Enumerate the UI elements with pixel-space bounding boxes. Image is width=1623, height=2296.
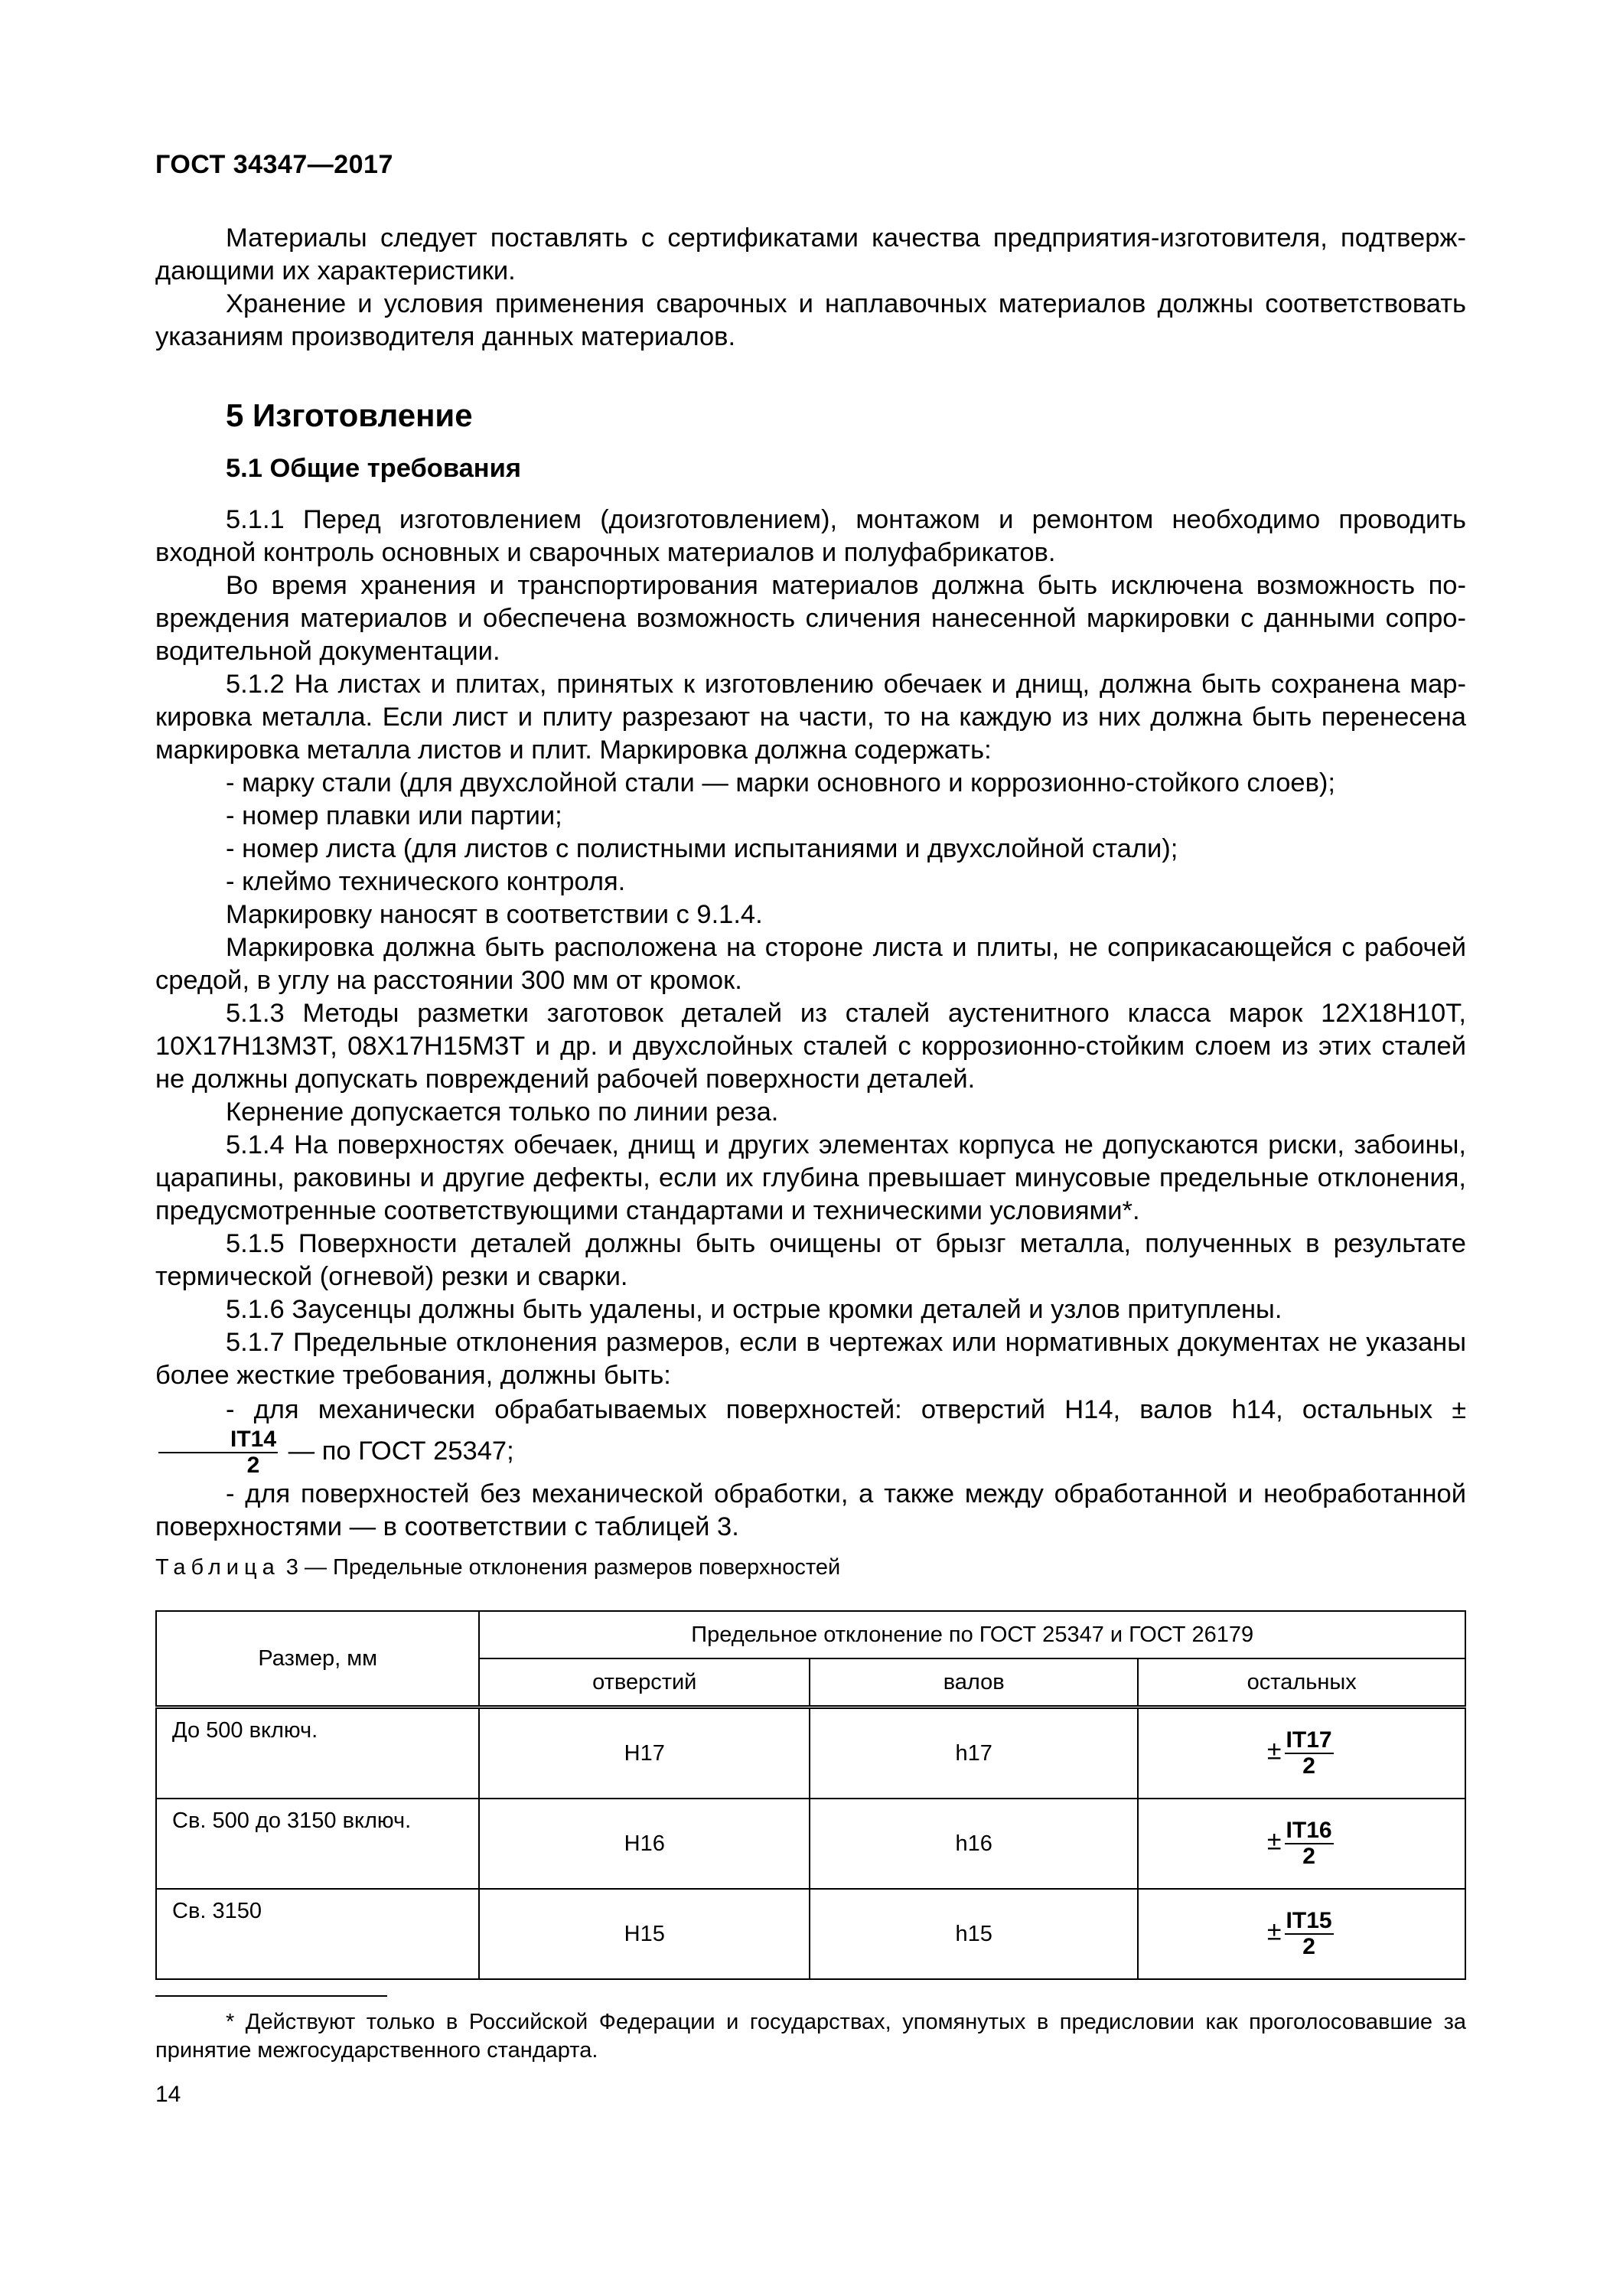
paragraph: 5.1.3 Методы разметки заготовок деталей из сталей аустенитного класса марок 12Х18Н10Т, 10Х17Н13М3Т, 08Х17Н15М3Т и др. и двухслойных сталей с коррозионно-стойким слоем из этих сталей не должны допускать повреждений рабочей поверхности деталей. xyxy=(155,999,1466,1094)
list-item: - клеймо технического контроля. xyxy=(226,867,626,896)
list-item: - номер плавки или партии; xyxy=(226,801,562,830)
cell-shafts: h16 xyxy=(810,1799,1138,1889)
fraction-numerator: IT14 xyxy=(158,1427,278,1453)
cell-other xyxy=(1138,1889,1465,1979)
fraction-denominator: 2 xyxy=(246,1453,260,1478)
paragraph: Во время хранения и транспортирования материалов должна быть исключена возможность повреждения материалов и обеспечена возможность сличения нанесенной маркировки с данными сопроводительной документации. xyxy=(155,571,1466,666)
list-item: - марку стали (для двухслойной стали — марки основного и коррозионно-стойкого слоев); xyxy=(226,768,1335,797)
paragraph: Маркировка должна быть расположена на стороне листа и плиты, не соприкасающейся с рабочей средой, в углу на расстоянии 300 мм от кромок. xyxy=(155,933,1466,995)
tolerance-table xyxy=(155,1610,1466,1980)
fraction xyxy=(1285,1909,1334,1959)
plus-minus-sign: ± xyxy=(1266,1736,1282,1766)
paragraph: 5.1.7 Предельные отклонения размеров, если в чертежах или нормативных документах не указаны более жесткие требования, должны быть: xyxy=(155,1328,1466,1390)
fraction-denominator: 2 xyxy=(1302,1934,1315,1959)
cell-holes: H17 xyxy=(479,1707,810,1799)
cell-size: До 500 включ. xyxy=(156,1707,479,1799)
fraction xyxy=(158,1427,278,1478)
cell-size: Св. 500 до 3150 включ. xyxy=(156,1799,479,1889)
subsection-heading: 5.1 Общие требования xyxy=(226,454,521,483)
text-span: — по ГОСТ 25347; xyxy=(288,1437,514,1466)
table-caption xyxy=(155,1555,840,1580)
header-holes: отверстий xyxy=(479,1658,810,1707)
table-row xyxy=(156,1799,1465,1889)
plus-minus-sign: ± xyxy=(1266,1826,1282,1856)
text-span: - для механически обрабатываемых поверхностей: отверстий Н14, валов h14, остальных xyxy=(226,1395,1433,1424)
cell-holes: H15 xyxy=(479,1889,810,1979)
table-row xyxy=(156,1707,1465,1799)
section-heading: 5 Изготовление xyxy=(226,397,473,433)
paragraph: 5.1.1 Перед изготовлением (доизготовлением), монтажом и ремонтом необходимо проводить входной контроль основных и сварочных материалов и полуфабрикатов. xyxy=(155,505,1466,567)
fraction xyxy=(1285,1728,1334,1779)
page-number: 14 xyxy=(155,2082,181,2107)
fraction-numerator: IT17 xyxy=(1286,1727,1332,1753)
cell-shafts: h15 xyxy=(810,1889,1138,1979)
list-item: - номер листа (для листов с полистными испытаниями и двухслойной стали); xyxy=(226,834,1178,863)
cell-shafts: h17 xyxy=(810,1707,1138,1799)
plus-minus-sign: ± xyxy=(1452,1395,1466,1424)
paragraph: Хранение и условия применения сварочных и наплавочных материалов должны соответствовать указаниям производителя данных материалов. xyxy=(155,289,1466,351)
table-row xyxy=(156,1889,1465,1979)
header-shafts: валов xyxy=(810,1658,1138,1707)
header-size: Размер, мм xyxy=(156,1611,479,1707)
fraction xyxy=(1285,1818,1334,1869)
plus-minus-sign: ± xyxy=(1266,1916,1282,1946)
table-caption-text: 3 — Предельные отклонения размеров поверхностей xyxy=(285,1555,841,1580)
fraction-numerator: IT15 xyxy=(1286,1908,1332,1933)
header-other: остальных xyxy=(1138,1658,1465,1707)
fraction-denominator: 2 xyxy=(1302,1844,1315,1869)
fraction-numerator: IT16 xyxy=(1286,1818,1332,1843)
paragraph: Материалы следует поставлять с сертификатами качества предприятия-изготовителя, подтверждающими их характеристики. xyxy=(155,223,1466,285)
cell-holes: H16 xyxy=(479,1799,810,1889)
footnote: * Действуют только в Российской Федерации и государствах, упомянутых в предисловии как проголосовавшие за принятие межгосударственного стандарта. xyxy=(155,2010,1466,2063)
paragraph: Кернение допускается только по линии реза. xyxy=(226,1097,779,1127)
paragraph: 5.1.5 Поверхности деталей должны быть очищены от брызг металла, полученных в результате термической (огневой) резки и сварки. xyxy=(155,1229,1466,1291)
cell-other xyxy=(1138,1707,1465,1799)
cell-size: Св. 3150 xyxy=(156,1889,479,1979)
paragraph: - для поверхностей без механической обработки, а также между обработанной и необработанной поверхностями — в соответствии с таблицей 3. xyxy=(155,1479,1466,1541)
paragraph: 5.1.4 На поверхностях обечаек, днищ и других элементах корпуса не допускаются риски, забоины, царапины, раковины и другие дефекты, если их глубина превышает минусовые предельные отклонения, предусмотренные соответствующими стандартами и техническими условиями*. xyxy=(155,1130,1466,1225)
document-body xyxy=(155,222,1466,1544)
table-caption-word: Таблица xyxy=(155,1555,280,1580)
paragraph: 5.1.2 На листах и плитах, принятых к изготовлению обечаек и днищ, должна быть сохранена маркировка металла. Если лист и плиту разрезают на части, то на каждую из них должна быть перенесена маркировка металла листов и плит. Маркировка должна содержать: xyxy=(155,670,1466,765)
paragraph: Маркировку наносят в соответствии с 9.1.4. xyxy=(226,900,763,929)
fraction-denominator: 2 xyxy=(1302,1753,1315,1779)
cell-other xyxy=(1138,1799,1465,1889)
footnote-separator xyxy=(155,1995,387,1997)
paragraph: 5.1.6 Заусенцы должны быть удалены, и острые кромки деталей и узлов притуплены. xyxy=(226,1295,1282,1324)
document-header: ГОСТ 34347—2017 xyxy=(155,150,393,179)
header-group: Предельное отклонение по ГОСТ 25347 и ГОСТ 26179 xyxy=(479,1611,1465,1658)
paragraph-with-fraction xyxy=(155,1392,1466,1478)
